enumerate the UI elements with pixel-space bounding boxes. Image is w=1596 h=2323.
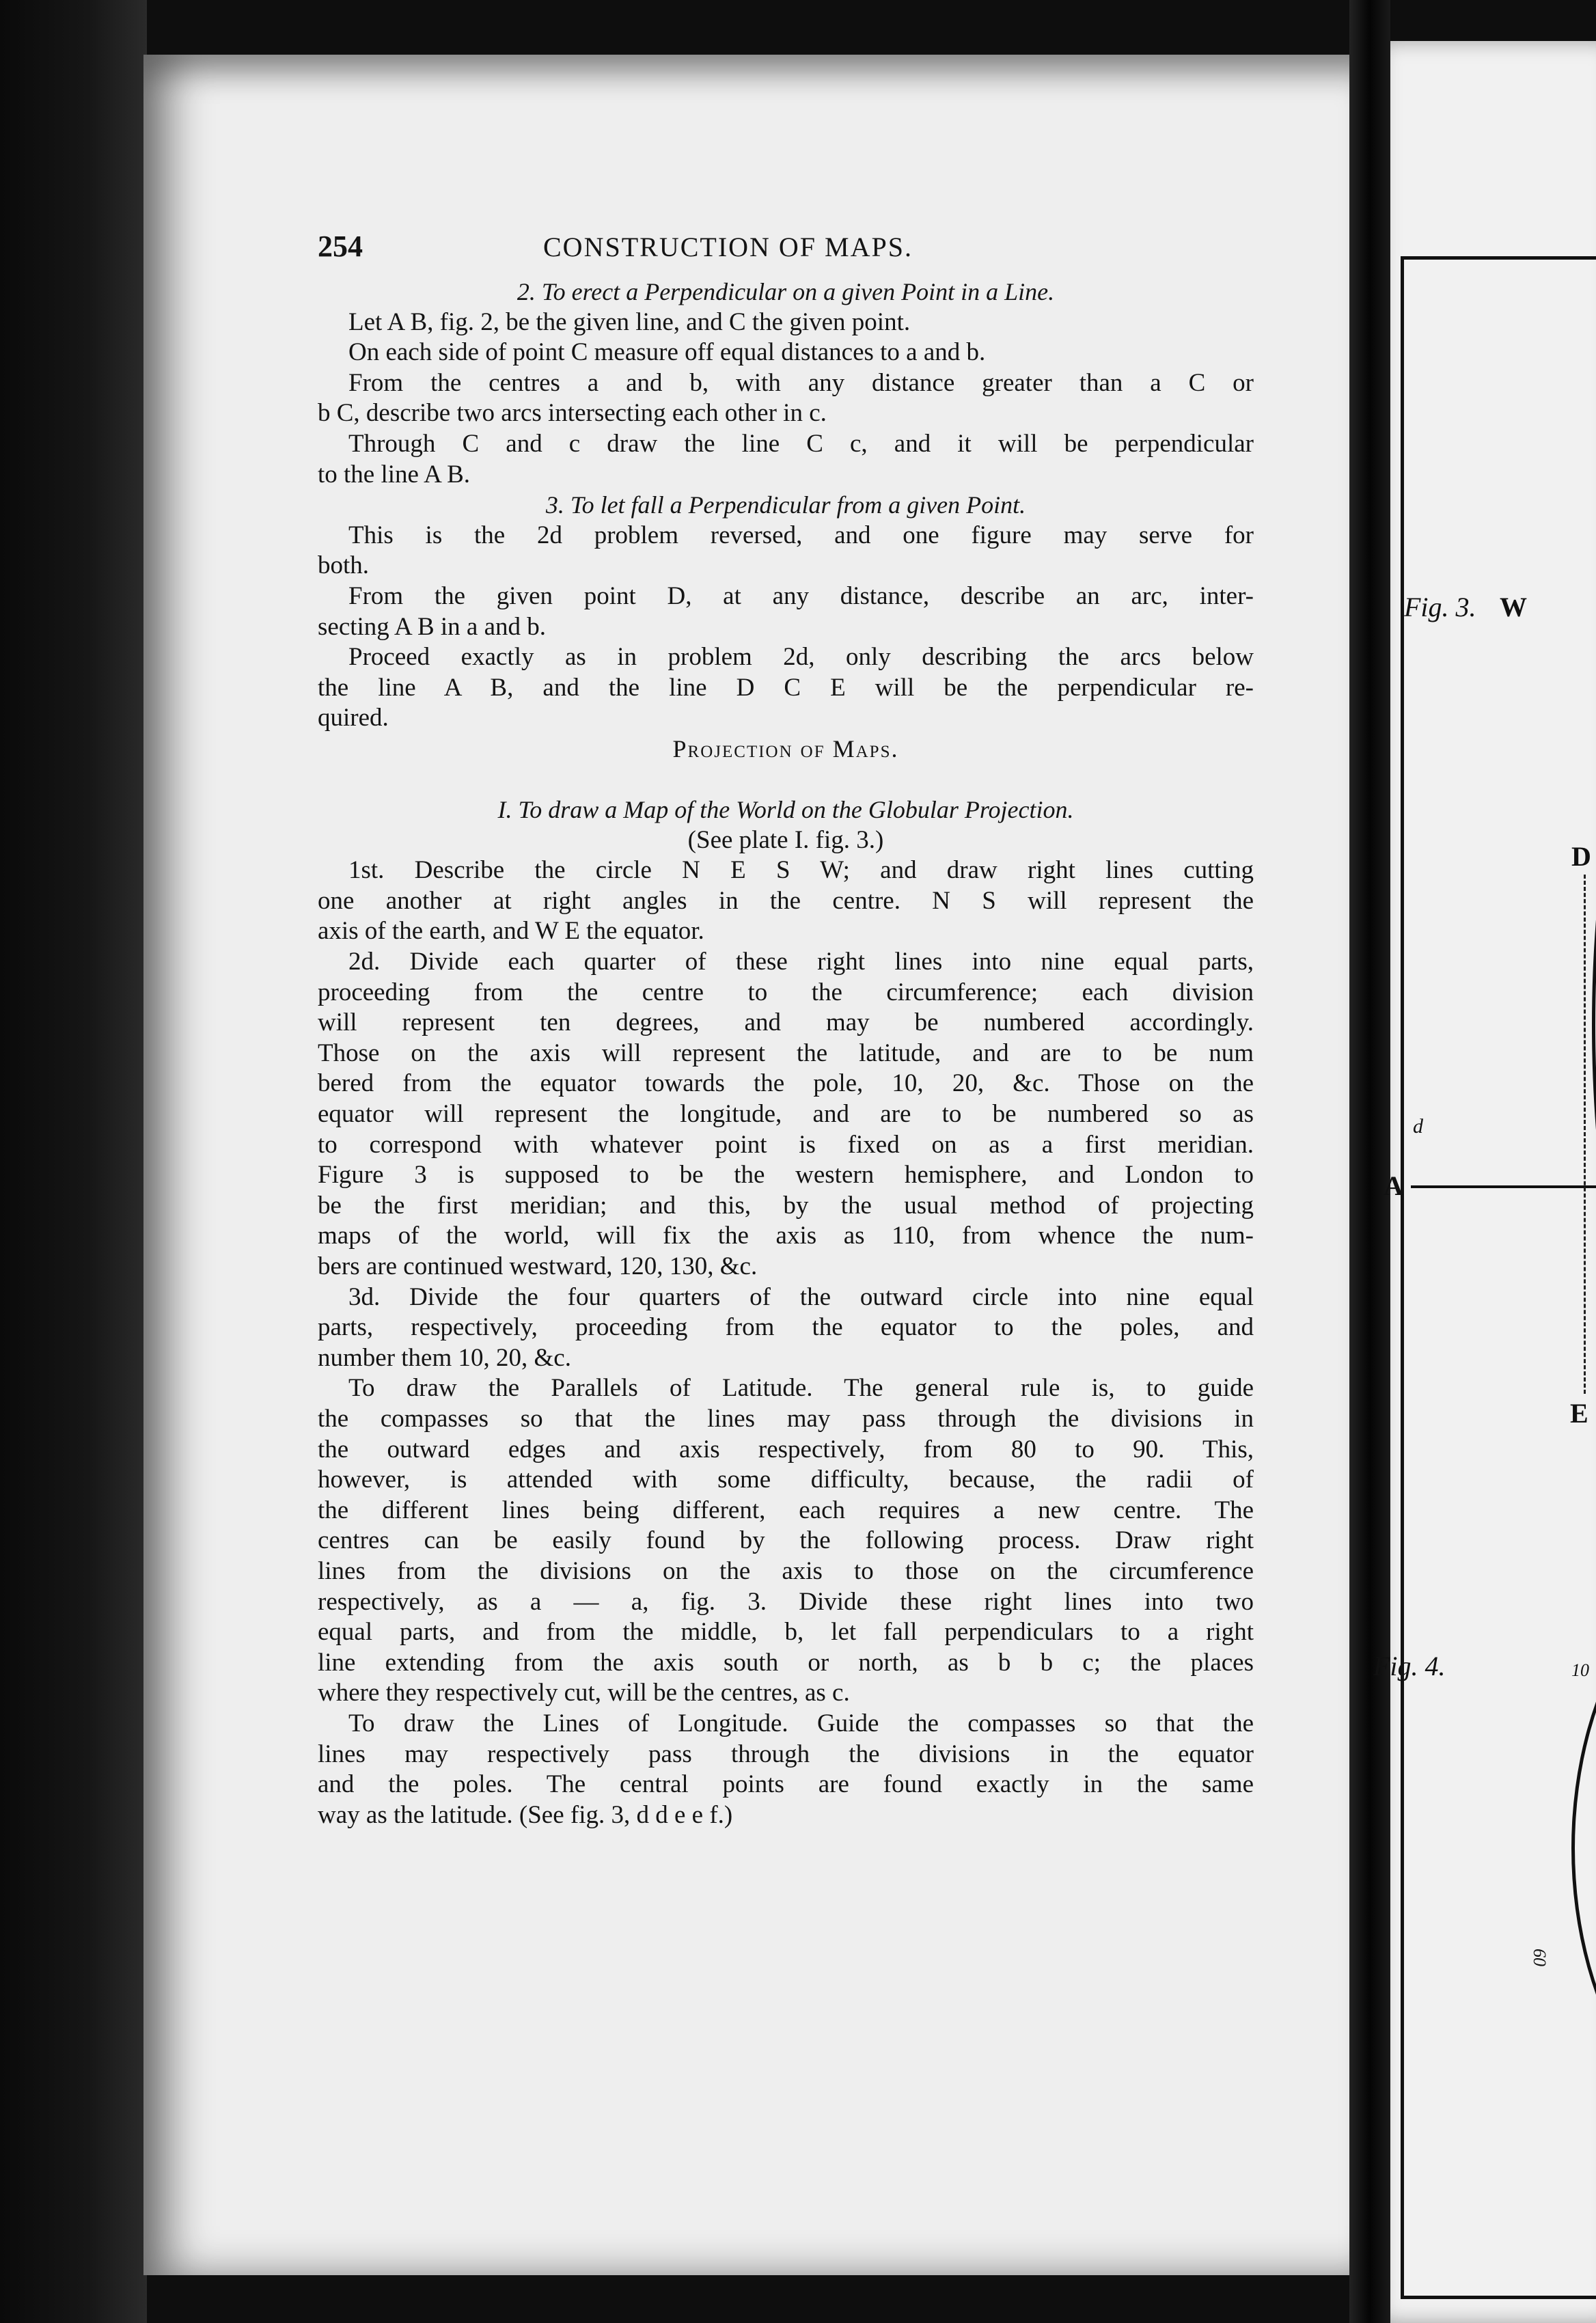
- plate-number-10: 10: [1571, 1660, 1589, 1680]
- section-heading: I. To draw a Map of the World on the Globular Projection.: [497, 796, 1074, 824]
- text-line: To draw the Parallels of Latitude. The general rule is, to guide: [348, 1374, 1254, 1403]
- page-edge-shadow: [0, 0, 147, 2323]
- text-line: the different lines being different, each requires a new centre. The: [318, 1496, 1254, 1524]
- text-line: proceeding from the centre to the circumference; each division: [318, 978, 1254, 1006]
- text-line: (See plate I. fig. 3.): [687, 825, 884, 854]
- text-line: bers are continued westward, 120, 130, &c.: [318, 1252, 758, 1280]
- text-line: 1st. Describe the circle N E S W; and draw right lines cutting: [348, 856, 1254, 885]
- text-column: [318, 229, 1254, 1830]
- text-line: Let A B, fig. 2, be the given line, and C the given point.: [348, 307, 911, 336]
- text-line: be the first meridian; and this, by the usual method of projecting: [318, 1191, 1254, 1220]
- text-line: [318, 765, 1254, 795]
- text-line: to the line A B.: [318, 460, 471, 489]
- text-line: bered from the equator towards the pole, 10, 20, &c. Those on the: [318, 1069, 1254, 1098]
- text-line: lines from the divisions on the axis to those on the circumference: [318, 1556, 1254, 1585]
- text-line: maps of the world, will fix the axis as 110, from whence the num-: [318, 1222, 1254, 1250]
- section-heading: 3. To let fall a Perpendicular from a given Point.: [545, 491, 1026, 519]
- axis-dashed-line: [1584, 875, 1586, 1394]
- text-line: Those on the axis will represent the latitude, and are to be num: [318, 1039, 1254, 1067]
- plate-letter-e: E: [1570, 1398, 1588, 1429]
- text-line: respectively, as a — a, fig. 3. Divide these right lines into two: [318, 1587, 1254, 1616]
- plate-mark-d: d: [1413, 1115, 1423, 1138]
- text-line: will represent ten degrees, and may be numbered accordingly.: [318, 1008, 1254, 1037]
- plate-number-60: 60: [1530, 1949, 1550, 1966]
- text-line: Through C and c draw the line C c, and it will be perpendicular: [348, 429, 1254, 458]
- text-line: however, is attended with some difficulty, because, the radii of: [318, 1466, 1254, 1494]
- page-number: 254: [318, 230, 363, 263]
- text-line: centres can be easily found by the following process. Draw right: [318, 1526, 1254, 1555]
- text-line: quired.: [318, 704, 389, 732]
- text-line: number them 10, 20, &c.: [318, 1343, 571, 1372]
- text-line: way as the latitude. (See fig. 3, d d e e f.): [318, 1800, 733, 1829]
- text-line: b C, describe two arcs intersecting each other in c.: [318, 399, 827, 428]
- plate-letter-a: A: [1384, 1170, 1403, 1201]
- book-gutter: [1349, 0, 1390, 2323]
- text-line: 3d. Divide the four quarters of the outward circle into nine equal: [348, 1282, 1254, 1311]
- text-line: secting A B in a and b.: [318, 612, 546, 641]
- text-line: where they respectively cut, will be the centres, as c.: [318, 1679, 850, 1707]
- text-line: line extending from the axis south or north, as b b c; the places: [318, 1648, 1254, 1677]
- text-line: On each side of point C measure off equal distances to a and b.: [348, 338, 986, 367]
- text-line: to correspond with whatever point is fixed on as a first meridian.: [318, 1130, 1254, 1159]
- text-line: equator will represent the longitude, and are to be numbered so as: [318, 1100, 1254, 1129]
- plate-letter-d: D: [1571, 841, 1591, 872]
- running-head: CONSTRUCTION OF MAPS.: [543, 232, 913, 262]
- text-line: the compasses so that the lines may pass through the divisions in: [318, 1404, 1254, 1433]
- section-heading: Projection of Maps.: [672, 734, 899, 762]
- text-line: the line A B, and the line D C E will be the perpendicular re-: [318, 673, 1254, 702]
- text-line: Proceed exactly as in problem 2d, only describing the arcs below: [348, 643, 1254, 672]
- body-text: [318, 277, 1254, 1830]
- fig3-label: Fig. 3.: [1404, 592, 1476, 622]
- text-line: both.: [318, 551, 370, 580]
- text-line: From the given point D, at any distance, describe an arc, inter-: [348, 581, 1254, 610]
- text-line: equal parts, and from the middle, b, let fall perpendiculars to a right: [318, 1618, 1254, 1647]
- text-line: one another at right angles in the centre. N S will represent the: [318, 886, 1254, 915]
- plate-frame: [1401, 256, 1596, 2299]
- plate-letter-w: W: [1500, 592, 1527, 622]
- text-line: To draw the Lines of Longitude. Guide the compasses so that the: [348, 1709, 1254, 1737]
- text-line: Figure 3 is supposed to be the western hemisphere, and London to: [318, 1161, 1254, 1190]
- text-line: axis of the earth, and W E the equator.: [318, 917, 704, 946]
- text-line: 2d. Divide each quarter of these right lines into nine equal parts,: [348, 948, 1254, 976]
- page-header: [318, 229, 1254, 277]
- section-heading: 2. To erect a Perpendicular on a given Point in a Line.: [517, 278, 1055, 305]
- text-line: and the poles. The central points are found exactly in the same: [318, 1770, 1254, 1799]
- text-line: lines may respectively pass through the divisions in the equator: [318, 1740, 1254, 1768]
- text-line: This is the 2d problem reversed, and one figure may serve for: [348, 521, 1254, 549]
- fig4-label: Fig. 4.: [1373, 1651, 1446, 1681]
- text-line: parts, respectively, proceeding from the equator to the poles, and: [318, 1313, 1254, 1342]
- text-line: the outward edges and axis respectively, from 80 to 90. This,: [318, 1435, 1254, 1463]
- equator-line: [1411, 1185, 1596, 1188]
- text-line: From the centres a and b, with any distance greater than a C or: [348, 368, 1254, 397]
